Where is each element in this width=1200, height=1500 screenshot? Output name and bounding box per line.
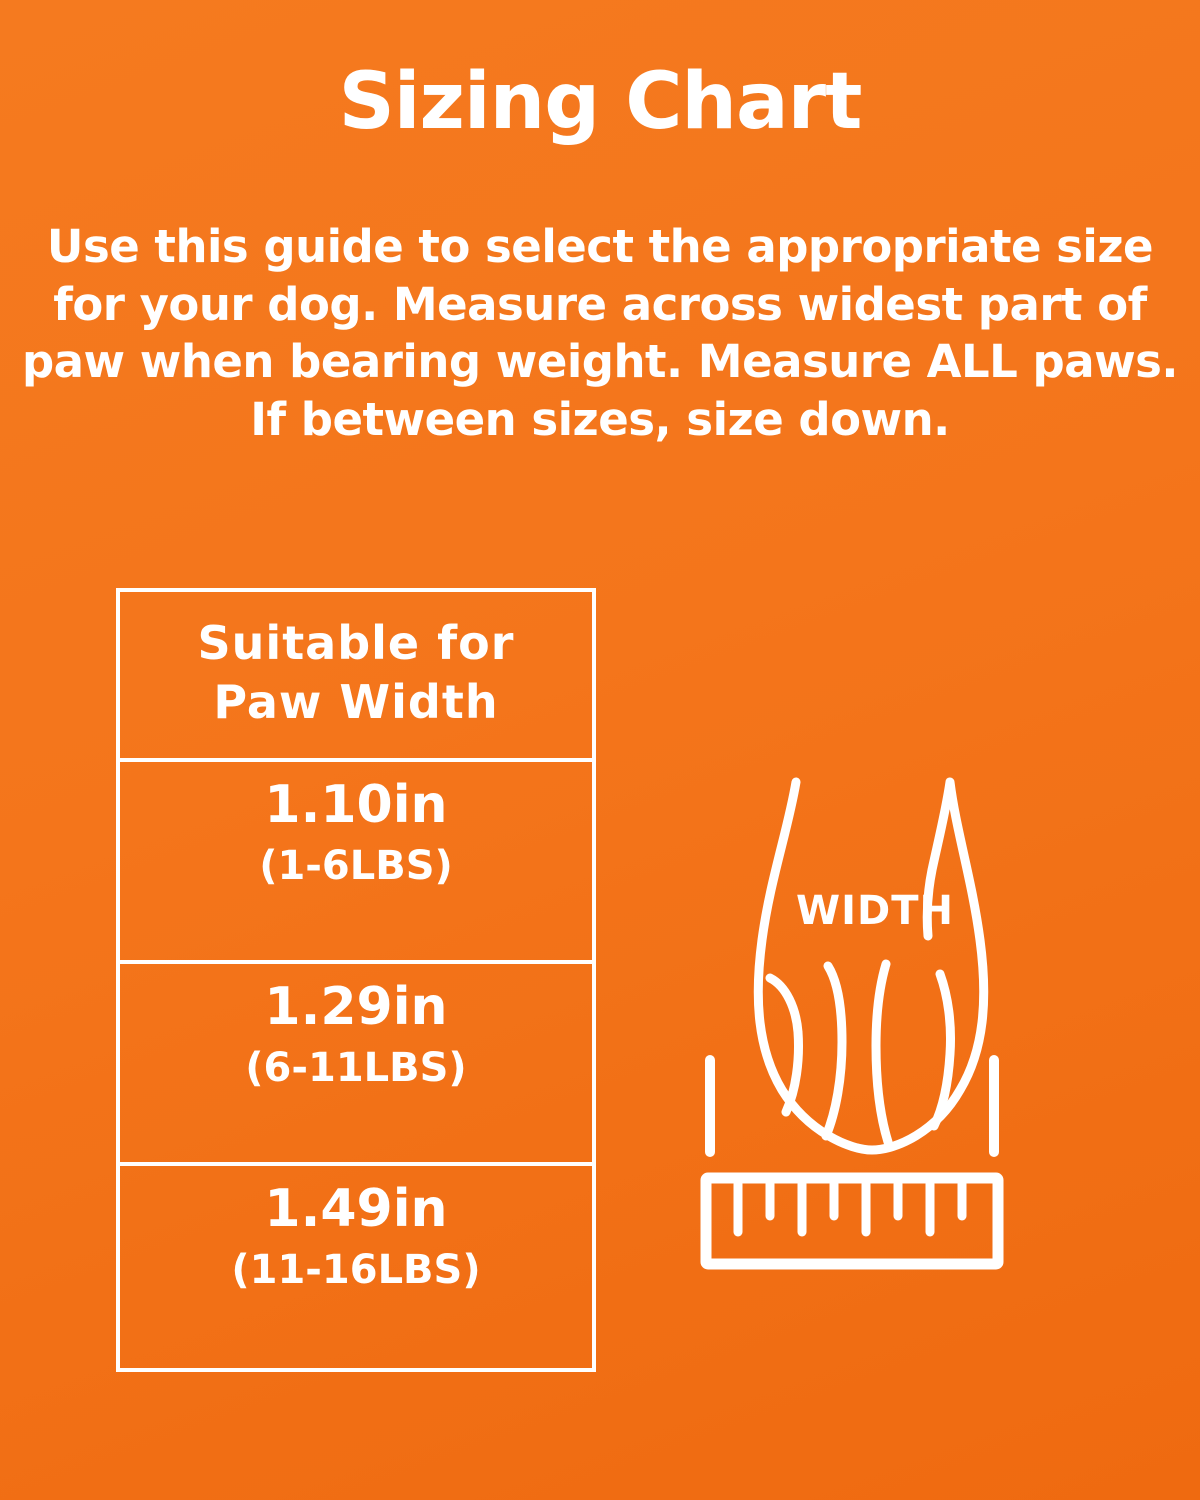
- table-header-line2: Paw Width: [213, 674, 499, 729]
- sizing-table: [116, 588, 596, 1372]
- paw-width-value: 1.10in: [264, 774, 448, 835]
- paw-width-value: 1.49in: [264, 1178, 448, 1239]
- paw-width-value: 1.29in: [264, 976, 448, 1037]
- weight-range-value: (6-11LBS): [245, 1044, 467, 1091]
- width-label: WIDTH: [796, 888, 954, 934]
- dog-paw-with-ruler-icon: [700, 760, 1040, 1290]
- paw-measurement-illustration: [700, 760, 1040, 1290]
- page-title: Sizing Chart: [338, 57, 862, 147]
- table-header-line1: Suitable for: [197, 616, 515, 670]
- table-row: [120, 762, 592, 964]
- page-subtitle: Use this guide to select the appropriate size for your dog. Measure across widest part of paw when bearing weight. Measure ALL paws. If between sizes, size down.: [21, 220, 1179, 446]
- table-header-row: [120, 592, 592, 762]
- table-row: [120, 964, 592, 1166]
- weight-range-value: (11-16LBS): [231, 1246, 481, 1293]
- table-row: [120, 1166, 592, 1368]
- weight-range-value: (1-6LBS): [259, 842, 453, 889]
